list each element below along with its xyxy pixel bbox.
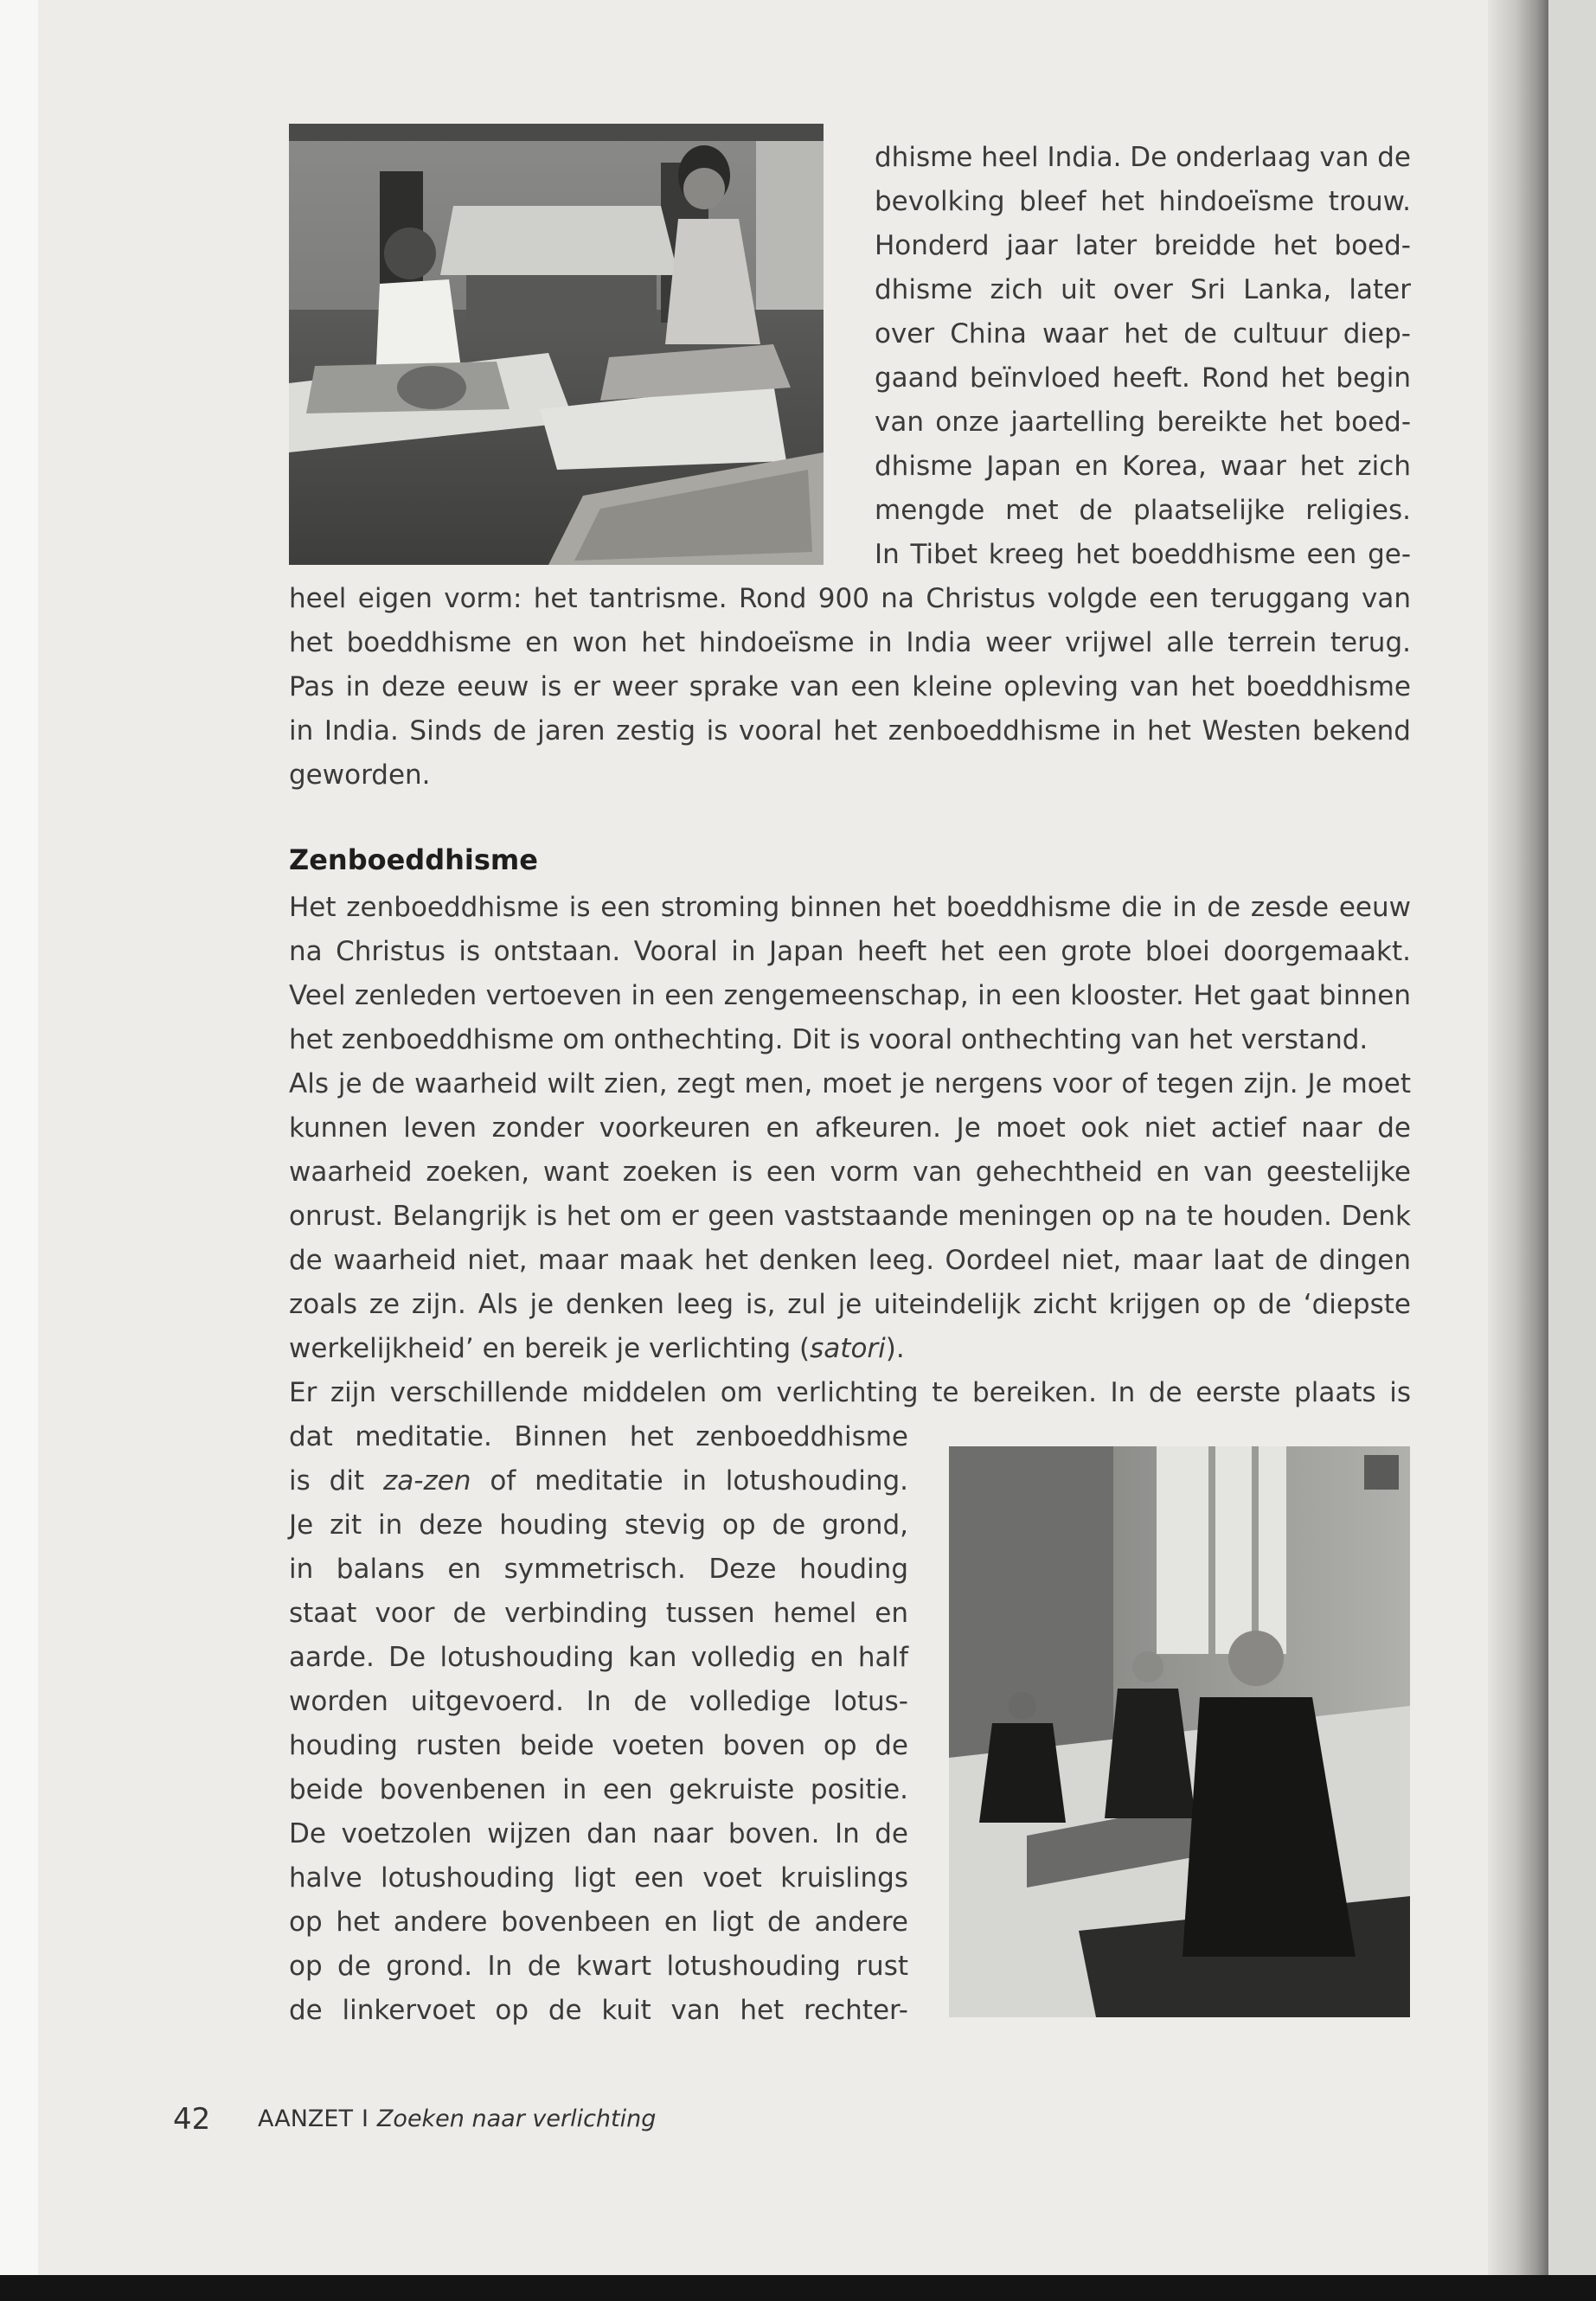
text-line: zoals ze zijn. Als je denken leeg is, zul je uiteindelijk zicht krijgen op de ‘diepste bbox=[289, 1289, 1411, 1320]
text-line: dhisme Japan en Korea, waar het zich bbox=[875, 451, 1411, 482]
text-line: halve lotushouding ligt een voet kruislings bbox=[289, 1862, 908, 1894]
text-line: in balans en symmetrisch. Deze houding bbox=[289, 1554, 908, 1585]
text-line: heel eigen vorm: het tantrisme. Rond 900 na Christus volgde een teruggang van bbox=[289, 583, 1411, 614]
footer-separator: I bbox=[361, 2106, 369, 2132]
text-line: de waarheid niet, maar maak het denken leeg. Oordeel niet, maar laat de dingen bbox=[289, 1245, 1411, 1276]
photo-zen-meditation bbox=[949, 1446, 1410, 2017]
text-line: op het andere bovenbeen en ligt de andere bbox=[289, 1907, 908, 1938]
term-za-zen: za-zen bbox=[383, 1465, 471, 1497]
page-number: 42 bbox=[173, 2102, 211, 2137]
text-line: Het zenboeddhisme is een stroming binnen het boeddhisme die in de zesde eeuw bbox=[289, 892, 1411, 923]
text-line: Veel zenleden vertoeven in een zengemeenschap, in een klooster. Het gaat binnen bbox=[289, 980, 1411, 1011]
running-footer bbox=[258, 2106, 656, 2132]
text-line: staat voor de verbinding tussen hemel en bbox=[289, 1598, 908, 1629]
text-line: De voetzolen wijzen dan naar boven. In de bbox=[289, 1818, 908, 1849]
text-line: na Christus is ontstaan. Vooral in Japan heeft het een grote bloei doorgemaakt. bbox=[289, 936, 1411, 967]
text-line: het zenboeddhisme om onthechting. Dit is vooral onthechting van het verstand. bbox=[289, 1024, 1368, 1055]
book-spine bbox=[1548, 0, 1596, 2301]
footer-section: AANZET bbox=[258, 2106, 353, 2132]
text-line: Er zijn verschillende middelen om verlichting te bereiken. In de eerste plaats is bbox=[289, 1377, 1411, 1408]
photo-two-people-meditating bbox=[289, 124, 824, 565]
text-line: de linkervoet op de kuit van het rechter- bbox=[289, 1995, 908, 2026]
text-line: het boeddhisme en won het hindoeïsme in India weer vrijwel alle terrein terug. bbox=[289, 627, 1411, 658]
text-line: Als je de waarheid wilt zien, zegt men, moet je nergens voor of tegen zijn. Je moet bbox=[289, 1068, 1411, 1099]
text-line: op de grond. In de kwart lotushouding rust bbox=[289, 1951, 908, 1982]
text-line: van onze jaartelling bereikte het boed- bbox=[875, 407, 1411, 438]
text-line: aarde. De lotushouding kan volledig en half bbox=[289, 1642, 908, 1673]
text-line: waarheid zoeken, want zoeken is een vorm van gehechtheid en van geestelijke bbox=[289, 1157, 1411, 1188]
text-line: kunnen leven zonder voorkeuren en afkeuren. Je moet ook niet actief naar de bbox=[289, 1112, 1411, 1144]
text-line: in India. Sinds de jaren zestig is vooral het zenboeddhisme in het Westen bekend bbox=[289, 715, 1411, 747]
text-line: worden uitgevoerd. In de volledige lotus- bbox=[289, 1686, 908, 1717]
scan-bottom-edge bbox=[0, 2275, 1596, 2301]
text-line: beide bovenbenen in een gekruiste positie. bbox=[289, 1774, 908, 1805]
page-left-edge bbox=[0, 0, 38, 2301]
text-line: Pas in deze eeuw is er weer sprake van een kleine opleving van het boeddhisme bbox=[289, 671, 1411, 702]
text-line: bevolking bleef het hindoeïsme trouw. bbox=[875, 186, 1411, 217]
text-line: werkelijkheid’ en bereik je verlichting (satori). bbox=[289, 1333, 905, 1364]
text-line: geworden. bbox=[289, 760, 431, 791]
text-line: In Tibet kreeg het boeddhisme een ge- bbox=[875, 539, 1411, 570]
text-line: dhisme zich uit over Sri Lanka, later bbox=[875, 274, 1411, 305]
page-gutter-shadow bbox=[1488, 0, 1548, 2275]
zen-wrapped-text bbox=[289, 1415, 908, 2033]
text-line: dhisme heel India. De onderlaag van de bbox=[875, 142, 1411, 173]
text-line: mengde met de plaatselijke religies. bbox=[875, 495, 1411, 526]
term-satori: satori bbox=[810, 1333, 886, 1364]
section-heading-zenboeddhisme: Zenboeddhisme bbox=[289, 843, 538, 876]
text-line: over China waar het de cultuur diep- bbox=[875, 318, 1411, 349]
text-line: Je zit in deze houding stevig op de grond, bbox=[289, 1509, 908, 1541]
footer-chapter: Zoeken naar verlichting bbox=[376, 2106, 657, 2132]
intro-wrapped-text bbox=[875, 136, 1411, 577]
intro-full-text bbox=[289, 577, 1411, 798]
text-line: dat meditatie. Binnen het zenboeddhisme bbox=[289, 1421, 908, 1452]
zen-body-text bbox=[289, 886, 1411, 1415]
text-line: houding rusten beide voeten boven op de bbox=[289, 1730, 908, 1761]
text-line: is dit za-zen of meditatie in lotushouding. bbox=[289, 1465, 909, 1497]
text-line: Honderd jaar later breidde het boed- bbox=[875, 230, 1411, 261]
text-line: gaand beïnvloed heeft. Rond het begin bbox=[875, 362, 1411, 394]
text-line: onrust. Belangrijk is het om er geen vaststaande meningen op na te houden. Denk bbox=[289, 1201, 1411, 1232]
